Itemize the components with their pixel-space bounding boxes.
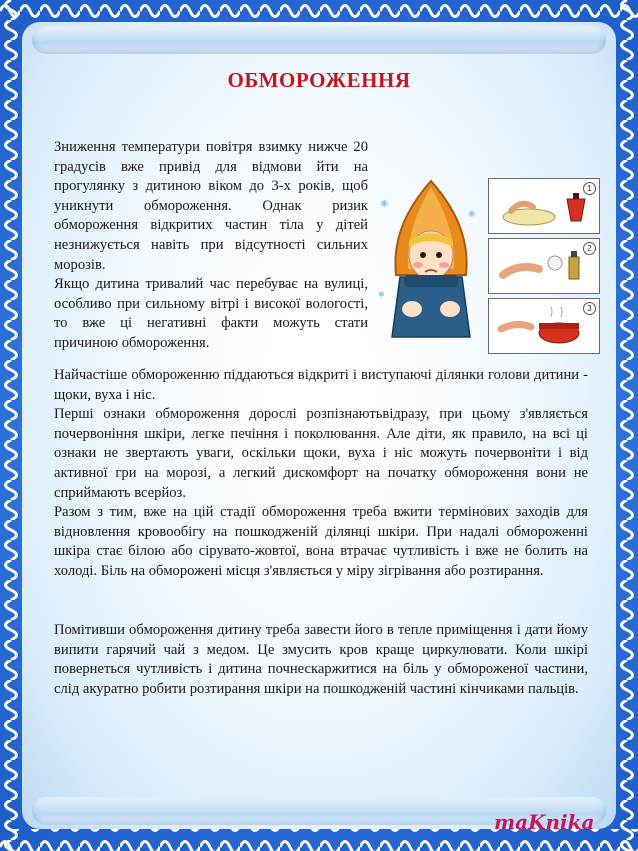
paragraph-temperature: Зниження температури повітря взимку нижче 20 градусів вже привід для відмови йти на прогулянку з дитиною віком до 3-х років, щоб уникнути обмороження. Однак ризик обмороження відкритих частин тіла у дітей незнижується навіть при відсутності сильних морозів. [54,139,368,273]
step-number: 3 [583,302,596,315]
paragraph-first-signs: Перші ознаки обмороження дорослі розпізнаютьвідразу, при цьому з'являється почервоніння шкіри, легке печіння і поколювання. Але діти, як правило, на всі ці ознаки не звертають уваги, оскільки щоки, вуха і ніс можуть почервоніти і від активної гри на морозі, а легкий дискомфорт на початку обмороження вони не сприймають всерйоз. [54,406,588,501]
paragraph-wind: Якщо дитина тривалий час перебуває на вулиці, особливо при сильному вітрі і високої вологості, то вже ці негативні факти можуть стати причиною обмороження. [54,276,368,351]
first-aid-steps [488,178,598,354]
paragraph-blood-flow: Разом з тим, вже на цій стадії обмороження треба вжити термінових заходів для відновлення кровообігу на пошкодженій ділянці шкіри. При надалі обмороженні шкіра стає білою або сірувато-жовтої, вона втрачає чутливість і вже не болить на холоді. Біль на обморожені місця з'являється у міру зігрівання або розтирання. [54,504,588,579]
main-text-block [54,366,588,582]
intro-text-block [54,138,368,354]
paragraph-exposed-areas: Найчастіше обмороженню піддаються відкриті і виступаючі ділянки голови дитини - щоки, вуха і ніс. [54,367,588,403]
step-panel-rubbing [488,238,600,294]
step-panel-hot-drink [488,298,600,354]
author-signature: maKnika [494,810,595,834]
step-panel-warm-water [488,178,600,234]
svg-text:✱: ✱ [380,199,389,210]
cold-girl-illustration [378,177,484,343]
step-number: 2 [583,242,596,255]
scroll-roll-top [32,26,606,54]
paragraph-first-aid: Помітивши обмороження дитину треба завести його в тепле приміщення і дати йому випити гарячий чай з медом. Це змусить кров краще циркулювати. Коли шкірі повернеться чутливість і дитина почнескаржитися на біль у обмороженої частини, слід акуратно робити розтирання шкіри на пошкодженій частині кінчиками пальців. [54,622,588,697]
step-number: 1 [583,182,596,195]
svg-text:✱: ✱ [378,290,385,299]
advice-text-block [54,621,588,699]
svg-text:✱: ✱ [468,209,476,219]
page-title: ОБМОРОЖЕННЯ [227,68,411,92]
